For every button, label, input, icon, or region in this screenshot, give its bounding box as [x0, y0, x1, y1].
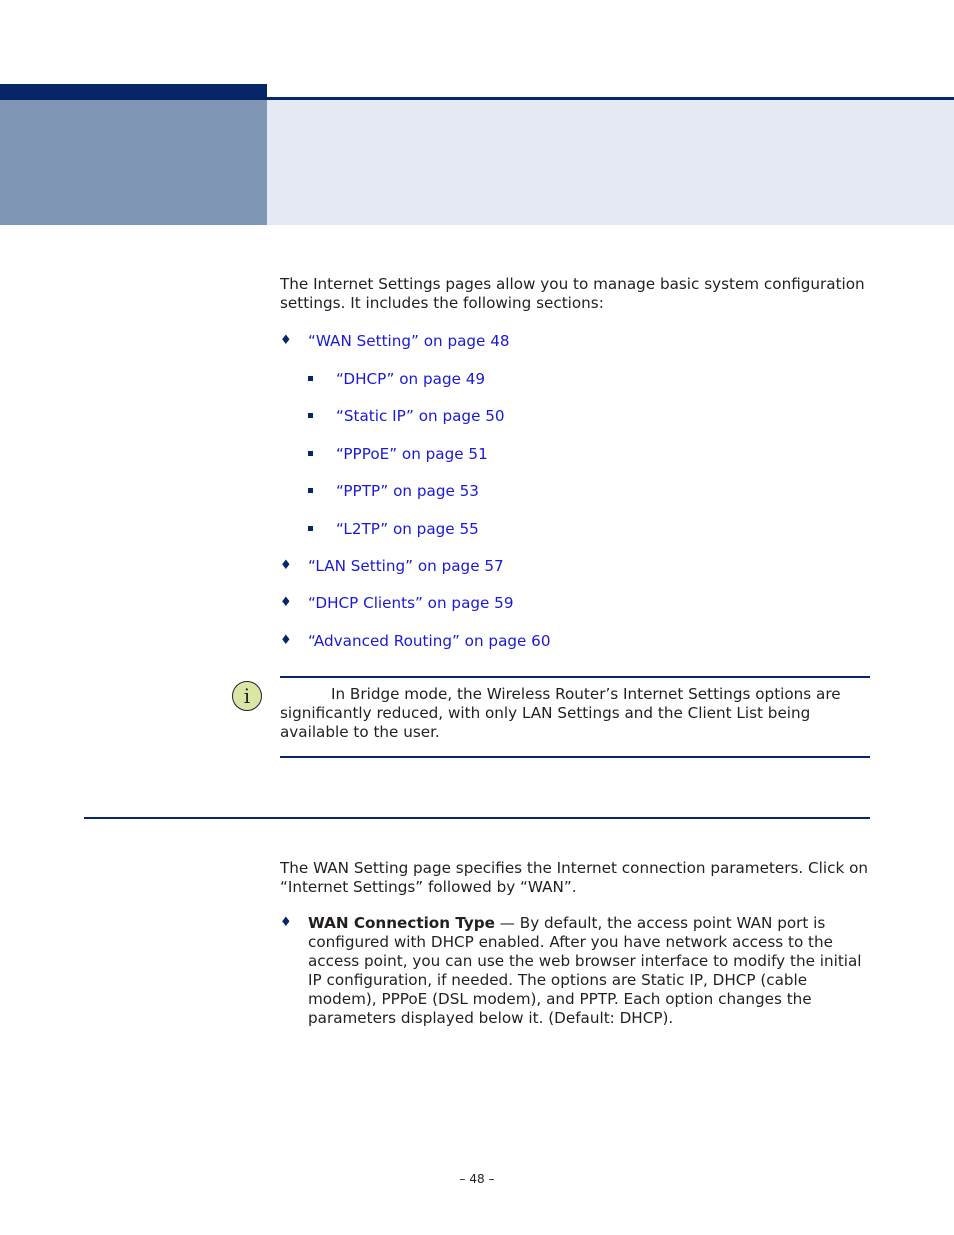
- note-top-rule: [280, 676, 870, 678]
- wan-intro-paragraph: The WAN Setting page specifies the Internet connection parameters. Click on “Internet Settings” followed by “WAN”.: [280, 859, 868, 896]
- chapter-header-title-area: [267, 100, 954, 225]
- chapter-header-left-block: [0, 100, 267, 225]
- link-wan-setting[interactable]: “WAN Setting” on page 48: [308, 332, 510, 350]
- square-bullet-icon: [308, 526, 313, 531]
- diamond-bullet-icon: ♦: [280, 595, 292, 610]
- diamond-bullet-icon: ♦: [280, 915, 292, 930]
- diamond-bullet-icon: ♦: [280, 558, 292, 573]
- link-pptp[interactable]: “PPTP” on page 53: [336, 482, 479, 500]
- link-l2tp[interactable]: “L2TP” on page 55: [336, 520, 479, 538]
- wan-connection-type-description: [280, 914, 870, 1028]
- square-bullet-icon: [308, 488, 313, 493]
- intro-paragraph: The Internet Settings pages allow you to manage basic system configuration settings. It includes the following sections:: [280, 275, 865, 312]
- square-bullet-icon: [308, 451, 313, 456]
- diamond-bullet-icon: ♦: [280, 333, 292, 348]
- link-advanced-routing[interactable]: “Advanced Routing” on page 60: [308, 632, 551, 650]
- diamond-bullet-icon: ♦: [280, 633, 292, 648]
- link-pppoe[interactable]: “PPPoE” on page 51: [336, 445, 488, 463]
- wan-connection-type-term: WAN Connection Type: [308, 914, 495, 932]
- list-item: [280, 914, 870, 1028]
- note-bottom-rule: [280, 756, 870, 758]
- section-rule: [84, 817, 870, 819]
- link-dhcp-clients[interactable]: “DHCP Clients” on page 59: [308, 594, 514, 612]
- page-number: – 48 –: [459, 1172, 495, 1186]
- link-lan-setting[interactable]: “LAN Setting” on page 57: [308, 557, 504, 575]
- note-text: In Bridge mode, the Wireless Router’s Internet Settings options are significantly reduced, with only LAN Settings and the Client List being available to the user.: [280, 685, 841, 741]
- wan-connection-type-text: — By default, the access point WAN port is configured with DHCP enabled. After you have network access to the access point, you can use the web browser interface to modify the initial IP configuration, if needed. The options are Static IP, DHCP (cable modem), PPPoE (DSL modem), and PPTP. Each option changes the parameters displayed below it. (Default: DHCP).: [308, 914, 862, 1027]
- link-static-ip[interactable]: “Static IP” on page 50: [336, 407, 505, 425]
- info-icon: [232, 681, 262, 711]
- info-icon-glyph: i: [243, 684, 251, 708]
- chapter-header-accent-bar: [0, 84, 267, 100]
- square-bullet-icon: [308, 413, 313, 418]
- square-bullet-icon: [308, 376, 313, 381]
- link-dhcp[interactable]: “DHCP” on page 49: [336, 370, 486, 388]
